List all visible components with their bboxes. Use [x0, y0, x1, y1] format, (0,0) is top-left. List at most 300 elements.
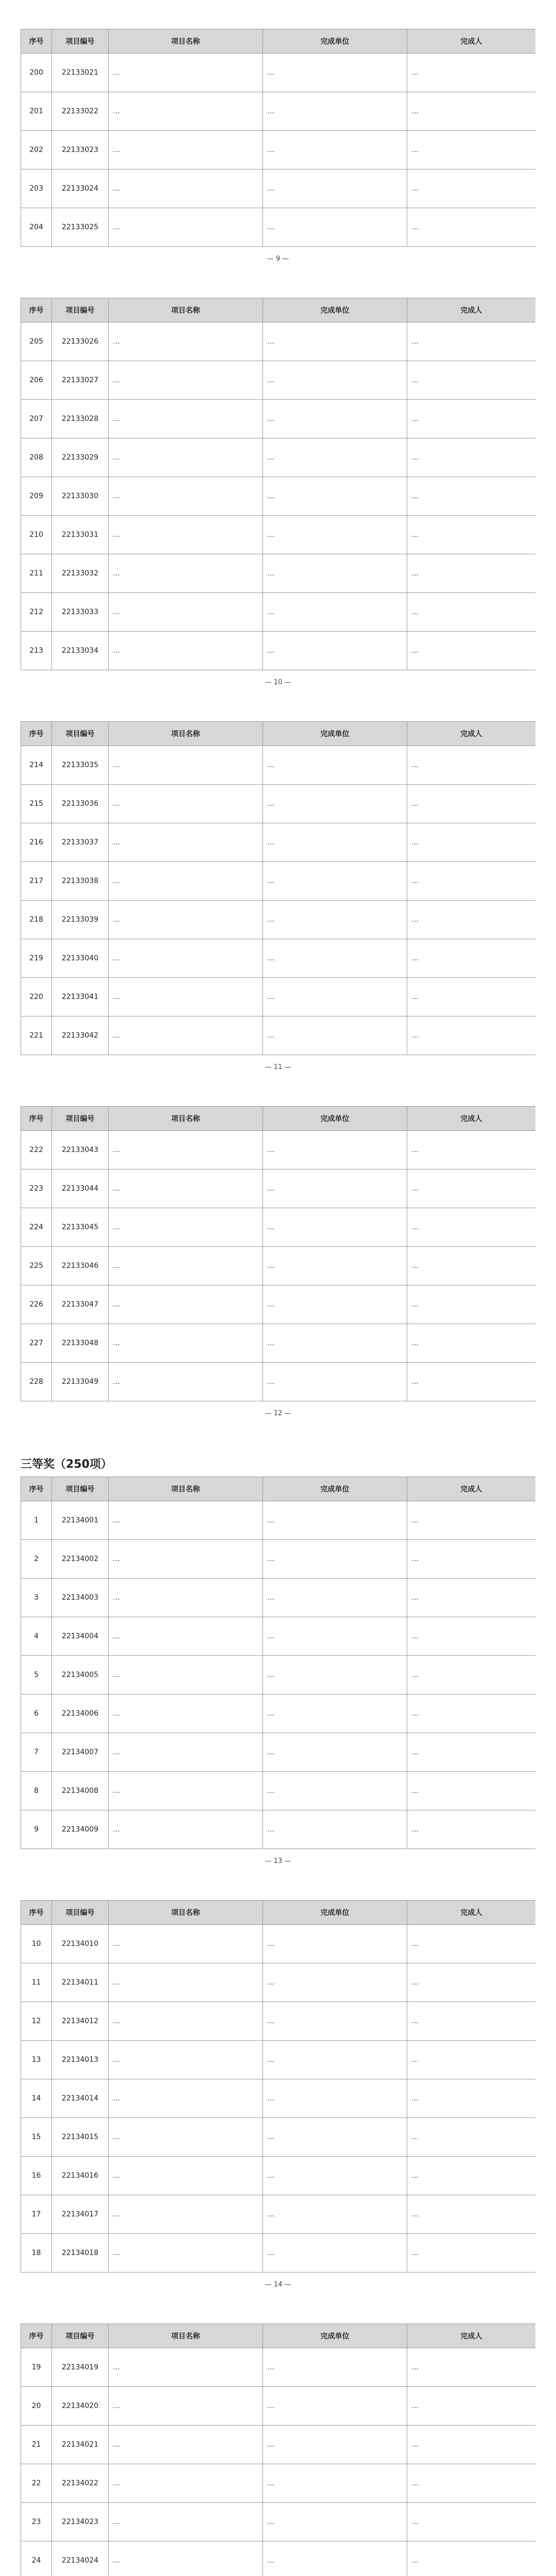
cell-seq: 21 — [21, 2426, 52, 2464]
cell-org: … — [263, 1656, 407, 1694]
table-row — [21, 400, 536, 438]
header-people: 完成人 — [407, 1107, 536, 1131]
table-header-row — [21, 298, 536, 323]
cell-code: 22133045 — [52, 1208, 109, 1247]
table-row — [21, 2234, 536, 2273]
table-row — [21, 1540, 536, 1579]
header-seq: 序号 — [21, 1477, 52, 1501]
cell-seq: 8 — [21, 1772, 52, 1810]
cell-people: … — [407, 1170, 536, 1208]
header-org: 完成单位 — [263, 722, 407, 746]
page-number: — 14 — — [265, 2281, 291, 2289]
cell-org: … — [263, 1733, 407, 1772]
cell-code: 22134011 — [52, 1963, 109, 2002]
cell-org: … — [263, 1694, 407, 1733]
cell-code: 22133042 — [52, 1016, 109, 1055]
cell-seq: 206 — [21, 361, 52, 400]
cell-seq: 220 — [21, 978, 52, 1016]
header-org: 完成单位 — [263, 2324, 407, 2348]
cell-name: … — [109, 939, 263, 978]
cell-people: … — [407, 1540, 536, 1579]
cell-name: … — [109, 1925, 263, 1963]
cell-people: … — [407, 901, 536, 939]
table-row — [21, 1617, 536, 1656]
table-row — [21, 554, 536, 593]
table-row — [21, 438, 536, 477]
header-code: 项目编号 — [52, 1477, 109, 1501]
cell-people: … — [407, 1810, 536, 1849]
cell-people: … — [407, 1656, 536, 1694]
cell-name: … — [109, 2079, 263, 2118]
table-header-row — [21, 1477, 536, 1501]
header-code: 项目编号 — [52, 298, 109, 323]
cell-org: … — [263, 2234, 407, 2273]
cell-org: … — [263, 1324, 407, 1363]
cell-seq: 221 — [21, 1016, 52, 1055]
cell-seq: 228 — [21, 1363, 52, 1401]
cell-name: … — [109, 323, 263, 361]
cell-seq: 1 — [21, 1501, 52, 1540]
cell-name: … — [109, 593, 263, 632]
cell-code: 22134002 — [52, 1540, 109, 1579]
header-seq: 序号 — [21, 1107, 52, 1131]
cell-name: … — [109, 2541, 263, 2576]
header-name: 项目名称 — [109, 722, 263, 746]
cell-code: 22133028 — [52, 400, 109, 438]
cell-org: … — [263, 593, 407, 632]
section-title: 三等奖（250项） — [21, 1458, 112, 1471]
cell-code: 22133049 — [52, 1363, 109, 1401]
cell-code: 22133022 — [52, 92, 109, 131]
cell-code: 22133033 — [52, 593, 109, 632]
cell-name: … — [109, 477, 263, 516]
cell-people: … — [407, 1963, 536, 2002]
table-header-row — [21, 722, 536, 746]
cell-code: 22133040 — [52, 939, 109, 978]
cell-name: … — [109, 2387, 263, 2426]
cell-code: 22134018 — [52, 2234, 109, 2273]
table-row — [21, 323, 536, 361]
table-page — [21, 298, 535, 692]
cell-org: … — [263, 554, 407, 593]
cell-code: 22133025 — [52, 208, 109, 247]
cell-org: … — [263, 2426, 407, 2464]
cell-seq: 203 — [21, 170, 52, 208]
header-name: 项目名称 — [109, 29, 263, 54]
cell-org: … — [263, 54, 407, 92]
cell-people: … — [407, 2541, 536, 2576]
cell-name: … — [109, 2464, 263, 2503]
table-page — [21, 721, 535, 1077]
cell-people: … — [407, 2426, 536, 2464]
cell-seq: 217 — [21, 862, 52, 901]
table-row — [21, 1324, 536, 1363]
cell-seq: 17 — [21, 2195, 52, 2234]
cell-name: … — [109, 2348, 263, 2387]
cell-seq: 215 — [21, 785, 52, 823]
cell-code: 22134014 — [52, 2079, 109, 2118]
cell-people: … — [407, 1501, 536, 1540]
header-org: 完成单位 — [263, 1107, 407, 1131]
table-row — [21, 1131, 536, 1170]
cell-code: 22133029 — [52, 438, 109, 477]
page-number: — 10 — — [265, 679, 291, 686]
cell-name: … — [109, 170, 263, 208]
table-row — [21, 2002, 536, 2041]
table-row — [21, 1694, 536, 1733]
cell-name: … — [109, 1247, 263, 1285]
cell-seq: 219 — [21, 939, 52, 978]
page-gap — [21, 1871, 535, 1900]
table-row — [21, 632, 536, 670]
page-gap — [21, 1423, 535, 1452]
page-number: — 9 — — [267, 255, 289, 263]
cell-org: … — [263, 323, 407, 361]
table-row — [21, 939, 536, 978]
table-row — [21, 477, 536, 516]
cell-org: … — [263, 785, 407, 823]
cell-code: 22134020 — [52, 2387, 109, 2426]
cell-seq: 210 — [21, 516, 52, 554]
header-org: 完成单位 — [263, 1901, 407, 1925]
table-row — [21, 1772, 536, 1810]
cell-name: … — [109, 1131, 263, 1170]
header-name: 项目名称 — [109, 1477, 263, 1501]
cell-org: … — [263, 1579, 407, 1617]
cell-people: … — [407, 1208, 536, 1247]
cell-seq: 19 — [21, 2348, 52, 2387]
cell-people: … — [407, 2387, 536, 2426]
page-gap — [21, 269, 535, 298]
page-number: — 13 — — [265, 1857, 291, 1865]
cell-code: 22133046 — [52, 1247, 109, 1285]
cell-name: … — [109, 1617, 263, 1656]
header-code: 项目编号 — [52, 29, 109, 54]
cell-name: … — [109, 2118, 263, 2157]
table-header-row — [21, 1107, 536, 1131]
cell-org: … — [263, 1016, 407, 1055]
cell-people: … — [407, 2079, 536, 2118]
cell-code: 22133037 — [52, 823, 109, 862]
header-code: 项目编号 — [52, 722, 109, 746]
cell-seq: 223 — [21, 1170, 52, 1208]
cell-people: … — [407, 1579, 536, 1617]
table-header-row — [21, 29, 536, 54]
cell-seq: 11 — [21, 1963, 52, 2002]
cell-name: … — [109, 2041, 263, 2079]
header-name: 项目名称 — [109, 1901, 263, 1925]
cell-seq: 2 — [21, 1540, 52, 1579]
cell-name: … — [109, 862, 263, 901]
table-row — [21, 2541, 536, 2576]
cell-code: 22133038 — [52, 862, 109, 901]
header-org: 完成单位 — [263, 1477, 407, 1501]
cell-code: 22133024 — [52, 170, 109, 208]
header-seq: 序号 — [21, 1901, 52, 1925]
cell-name: … — [109, 1579, 263, 1617]
cell-seq: 222 — [21, 1131, 52, 1170]
header-name: 项目名称 — [109, 298, 263, 323]
award-table — [21, 1106, 535, 1401]
cell-seq: 3 — [21, 1579, 52, 1617]
cell-name: … — [109, 516, 263, 554]
cell-code: 22134004 — [52, 1617, 109, 1656]
header-seq: 序号 — [21, 722, 52, 746]
cell-seq: 9 — [21, 1810, 52, 1849]
cell-people: … — [407, 92, 536, 131]
page-number: — 11 — — [265, 1063, 291, 1071]
cell-org: … — [263, 901, 407, 939]
cell-org: … — [263, 632, 407, 670]
cell-org: … — [263, 1925, 407, 1963]
cell-org: … — [263, 208, 407, 247]
table-row — [21, 1925, 536, 1963]
table-row — [21, 54, 536, 92]
cell-people: … — [407, 54, 536, 92]
cell-org: … — [263, 1810, 407, 1849]
cell-people: … — [407, 516, 536, 554]
cell-code: 22133048 — [52, 1324, 109, 1363]
cell-code: 22134022 — [52, 2464, 109, 2503]
table-row — [21, 1501, 536, 1540]
cell-org: … — [263, 2041, 407, 2079]
table-row — [21, 170, 536, 208]
cell-people: … — [407, 2002, 536, 2041]
cell-seq: 211 — [21, 554, 52, 593]
cell-seq: 200 — [21, 54, 52, 92]
cell-org: … — [263, 978, 407, 1016]
header-seq: 序号 — [21, 298, 52, 323]
cell-name: … — [109, 92, 263, 131]
cell-seq: 201 — [21, 92, 52, 131]
page-gap — [21, 692, 535, 721]
cell-people: … — [407, 2234, 536, 2273]
cell-seq: 227 — [21, 1324, 52, 1363]
cell-people: … — [407, 2157, 536, 2195]
cell-code: 22134012 — [52, 2002, 109, 2041]
cell-org: … — [263, 400, 407, 438]
cell-seq: 7 — [21, 1733, 52, 1772]
cell-people: … — [407, 1016, 536, 1055]
cell-code: 22133034 — [52, 632, 109, 670]
table-page — [21, 2324, 535, 2576]
table-page — [21, 29, 535, 269]
cell-code: 22134024 — [52, 2541, 109, 2576]
cell-seq: 208 — [21, 438, 52, 477]
cell-code: 22134023 — [52, 2503, 109, 2541]
cell-name: … — [109, 1540, 263, 1579]
cell-name: … — [109, 1363, 263, 1401]
cell-seq: 202 — [21, 131, 52, 170]
table-row — [21, 862, 536, 901]
cell-people: … — [407, 1247, 536, 1285]
cell-name: … — [109, 823, 263, 862]
cell-seq: 226 — [21, 1285, 52, 1324]
cell-people: … — [407, 746, 536, 785]
header-people: 完成人 — [407, 2324, 536, 2348]
table-row — [21, 1656, 536, 1694]
header-people: 完成人 — [407, 298, 536, 323]
table-row — [21, 2041, 536, 2079]
table-row — [21, 901, 536, 939]
table-page — [21, 1106, 535, 1423]
cell-code: 22133032 — [52, 554, 109, 593]
cell-people: … — [407, 131, 536, 170]
header-people: 完成人 — [407, 1477, 536, 1501]
cell-people: … — [407, 1733, 536, 1772]
cell-name: … — [109, 2234, 263, 2273]
cell-org: … — [263, 2503, 407, 2541]
cell-name: … — [109, 978, 263, 1016]
award-table — [21, 298, 535, 670]
cell-code: 22134006 — [52, 1694, 109, 1733]
cell-people: … — [407, 593, 536, 632]
table-header-row — [21, 2324, 536, 2348]
cell-name: … — [109, 746, 263, 785]
cell-code: 22133039 — [52, 901, 109, 939]
cell-people: … — [407, 2348, 536, 2387]
header-people: 完成人 — [407, 722, 536, 746]
table-row — [21, 516, 536, 554]
cell-org: … — [263, 2541, 407, 2576]
cell-seq: 14 — [21, 2079, 52, 2118]
cell-seq: 23 — [21, 2503, 52, 2541]
cell-people: … — [407, 2464, 536, 2503]
cell-name: … — [109, 1285, 263, 1324]
cell-seq: 12 — [21, 2002, 52, 2041]
cell-org: … — [263, 2387, 407, 2426]
table-row — [21, 1170, 536, 1208]
cell-org: … — [263, 1363, 407, 1401]
table-row — [21, 2195, 536, 2234]
header-name: 项目名称 — [109, 2324, 263, 2348]
cell-seq: 6 — [21, 1694, 52, 1733]
cell-people: … — [407, 2118, 536, 2157]
cell-seq: 205 — [21, 323, 52, 361]
cell-seq: 225 — [21, 1247, 52, 1285]
cell-org: … — [263, 1131, 407, 1170]
cell-code: 22133026 — [52, 323, 109, 361]
table-page — [21, 1452, 535, 1871]
cell-org: … — [263, 1772, 407, 1810]
cell-seq: 207 — [21, 400, 52, 438]
cell-people: … — [407, 1285, 536, 1324]
cell-seq: 10 — [21, 1925, 52, 1963]
cell-people: … — [407, 361, 536, 400]
table-row — [21, 361, 536, 400]
table-row — [21, 1733, 536, 1772]
table-row — [21, 1363, 536, 1401]
cell-people: … — [407, 1363, 536, 1401]
cell-org: … — [263, 1501, 407, 1540]
page-gap — [21, 1077, 535, 1106]
table-row — [21, 1208, 536, 1247]
cell-name: … — [109, 1208, 263, 1247]
cell-people: … — [407, 823, 536, 862]
cell-code: 22133023 — [52, 131, 109, 170]
cell-people: … — [407, 2195, 536, 2234]
table-row — [21, 2426, 536, 2464]
cell-code: 22133030 — [52, 477, 109, 516]
cell-org: … — [263, 2348, 407, 2387]
cell-org: … — [263, 862, 407, 901]
cell-code: 22133035 — [52, 746, 109, 785]
table-row — [21, 593, 536, 632]
cell-seq: 18 — [21, 2234, 52, 2273]
award-table — [21, 721, 535, 1055]
cell-people: … — [407, 1617, 536, 1656]
cell-org: … — [263, 92, 407, 131]
cell-org: … — [263, 1170, 407, 1208]
cell-org: … — [263, 170, 407, 208]
cell-name: … — [109, 1016, 263, 1055]
award-table — [21, 29, 535, 247]
cell-code: 22133044 — [52, 1170, 109, 1208]
cell-org: … — [263, 2195, 407, 2234]
cell-org: … — [263, 2118, 407, 2157]
table-row — [21, 2387, 536, 2426]
cell-people: … — [407, 477, 536, 516]
cell-name: … — [109, 400, 263, 438]
cell-name: … — [109, 131, 263, 170]
cell-code: 22134001 — [52, 1501, 109, 1540]
table-row — [21, 1963, 536, 2002]
cell-name: … — [109, 438, 263, 477]
table-row — [21, 2348, 536, 2387]
table-header-row — [21, 1901, 536, 1925]
table-row — [21, 208, 536, 247]
cell-code: 22133043 — [52, 1131, 109, 1170]
cell-people: … — [407, 208, 536, 247]
page-gap — [21, 2295, 535, 2324]
cell-people: … — [407, 438, 536, 477]
cell-people: … — [407, 978, 536, 1016]
cell-code: 22134010 — [52, 1925, 109, 1963]
cell-name: … — [109, 632, 263, 670]
cell-people: … — [407, 862, 536, 901]
cell-name: … — [109, 785, 263, 823]
cell-org: … — [263, 1540, 407, 1579]
cell-code: 22134003 — [52, 1579, 109, 1617]
table-row — [21, 1285, 536, 1324]
cell-name: … — [109, 1656, 263, 1694]
cell-code: 22134015 — [52, 2118, 109, 2157]
cell-seq: 16 — [21, 2157, 52, 2195]
cell-code: 22133036 — [52, 785, 109, 823]
table-page — [21, 1900, 535, 2295]
cell-code: 22134019 — [52, 2348, 109, 2387]
header-seq: 序号 — [21, 29, 52, 54]
cell-people: … — [407, 1324, 536, 1363]
cell-org: … — [263, 2464, 407, 2503]
table-row — [21, 978, 536, 1016]
award-table — [21, 2324, 535, 2576]
cell-name: … — [109, 2157, 263, 2195]
table-row — [21, 131, 536, 170]
cell-code: 22134007 — [52, 1733, 109, 1772]
cell-seq: 213 — [21, 632, 52, 670]
cell-name: … — [109, 2195, 263, 2234]
cell-name: … — [109, 1810, 263, 1849]
cell-name: … — [109, 1501, 263, 1540]
cell-code: 22134017 — [52, 2195, 109, 2234]
header-people: 完成人 — [407, 29, 536, 54]
cell-org: … — [263, 438, 407, 477]
cell-org: … — [263, 2002, 407, 2041]
cell-name: … — [109, 2426, 263, 2464]
cell-name: … — [109, 2002, 263, 2041]
header-code: 项目编号 — [52, 2324, 109, 2348]
